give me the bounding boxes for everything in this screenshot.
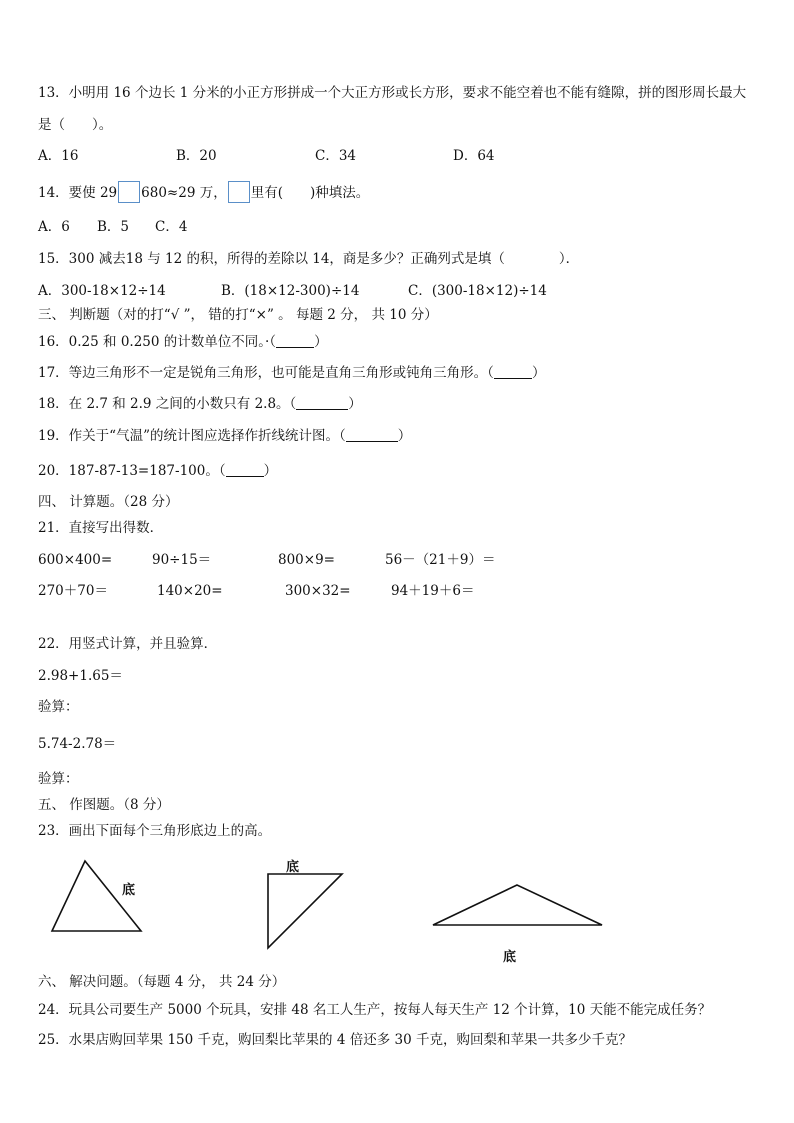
q21-expr: 800×9= (278, 552, 335, 568)
question-18 (38, 395, 362, 413)
question-15: 15．300 减去18 与 12 的积，所得的差除以 14，商是多少？正确列式是填（ ）． (38, 251, 580, 267)
q13-option-c: C．34 (315, 148, 357, 164)
base-label-3: 底 (503, 950, 517, 965)
q21-expr: 270＋70＝ (38, 583, 108, 599)
question-16 (38, 333, 328, 351)
question-20 (38, 462, 277, 480)
q14-part3: 里有( )种填法。 (250, 185, 370, 201)
q14-option-b: B．5 (97, 219, 130, 235)
answer-blank[interactable] (494, 364, 532, 379)
q18-text: 18．在 2.7 和 2.9 之间的小数只有 2.8。（ (38, 396, 297, 412)
q13-option-d: D．64 (453, 148, 495, 164)
answer-blank[interactable] (276, 333, 314, 348)
q14-option-c: C．4 (155, 219, 188, 235)
triangle-3 (433, 885, 602, 925)
section-5-heading: 五、 作图题。（8 分） (38, 797, 170, 813)
answer-blank[interactable] (296, 395, 348, 410)
question-22-title: 22．用竖式计算，并且验算． (38, 636, 218, 652)
q21-expr: 140×20= (157, 583, 223, 599)
digit-box-2 (228, 181, 250, 203)
q22-check-1: 验算： (38, 699, 79, 715)
q21-expr: 90÷15＝ (152, 552, 212, 568)
base-label-1: 底 (122, 883, 136, 898)
question-17 (38, 364, 545, 382)
triangle-2 (268, 874, 342, 948)
question-13-line1: 13．小明用 16 个边长 1 分米的小正方形拼成一个大正方形或长方形，要求不能空着也不能有缝隙，拼的图形周长最大 (38, 85, 747, 101)
q21-expr: 300×32= (285, 583, 351, 599)
q20-text: 20．187-87-13=187-100。（ (38, 463, 226, 479)
section-4-heading: 四、 计算题。（28 分） (38, 494, 179, 510)
question-21-title: 21．直接写出得数． (38, 520, 164, 536)
digit-box-1 (118, 181, 140, 203)
q17-text: 17．等边三角形不一定是锐角三角形，也可能是直角三角形或钝角三角形。（ (38, 365, 494, 381)
answer-blank[interactable] (346, 427, 398, 442)
q20-close: ） (263, 463, 278, 479)
question-13-line2: 是（ ）。 (38, 117, 113, 133)
q21-expr: 600×400= (38, 552, 113, 568)
question-14 (38, 181, 369, 203)
q16-close: ） (314, 334, 328, 350)
triangles-figure (0, 845, 794, 975)
answer-blank[interactable] (226, 462, 264, 477)
q17-close: ） (531, 365, 546, 381)
q13-option-b: B．20 (176, 148, 217, 164)
q19-close: ） (397, 428, 412, 444)
q19-text: 19．作关于“气温”的统计图应选择作折线统计图。（ (38, 428, 346, 444)
q22-expr-2: 5.74-2.78＝ (38, 736, 117, 752)
question-25: 25．水果店购回苹果 150 千克，购回梨比苹果的 4 倍还多 30 千克，购回梨和苹果一共多少千克？ (38, 1032, 632, 1048)
base-label-2: 底 (286, 860, 300, 875)
q21-expr: 56－（21＋9）＝ (385, 552, 496, 568)
q15-option-b: B．(18×12-300)÷14 (221, 283, 360, 299)
q22-expr-1: 2.98+1.65＝ (38, 668, 123, 684)
q14-part1: 14．要使 29 (38, 185, 118, 201)
q21-expr: 94＋19＋6＝ (391, 583, 475, 599)
q16-text: 16．0.25 和 0.250 的计数单位不同。·（ (38, 334, 277, 350)
q15-option-a: A．300-18×12÷14 (38, 283, 166, 299)
question-19 (38, 427, 411, 445)
q14-part2: 680≈29 万， (141, 185, 227, 201)
q15-option-c: C．(300-18×12)÷14 (408, 283, 547, 299)
section-6-heading: 六、 解决问题。（每题 4 分， 共 24 分） (38, 974, 286, 990)
q18-close: ） (348, 396, 362, 412)
question-24: 24．玩具公司要生产 5000 个玩具，安排 48 名工人生产，按每人每天生产 12 个计算，10 天能不能完成任务？ (38, 1002, 712, 1018)
q14-option-a: A．6 (38, 219, 70, 235)
section-3-heading: 三、 判断题（对的打“√ ”， 错的打“×” 。 每题 2 分， 共 10 分） (38, 307, 438, 323)
q22-check-2: 验算： (38, 771, 79, 787)
q13-option-a: A．16 (38, 148, 79, 164)
question-23-title: 23．画出下面每个三角形底边上的高。 (38, 823, 272, 839)
